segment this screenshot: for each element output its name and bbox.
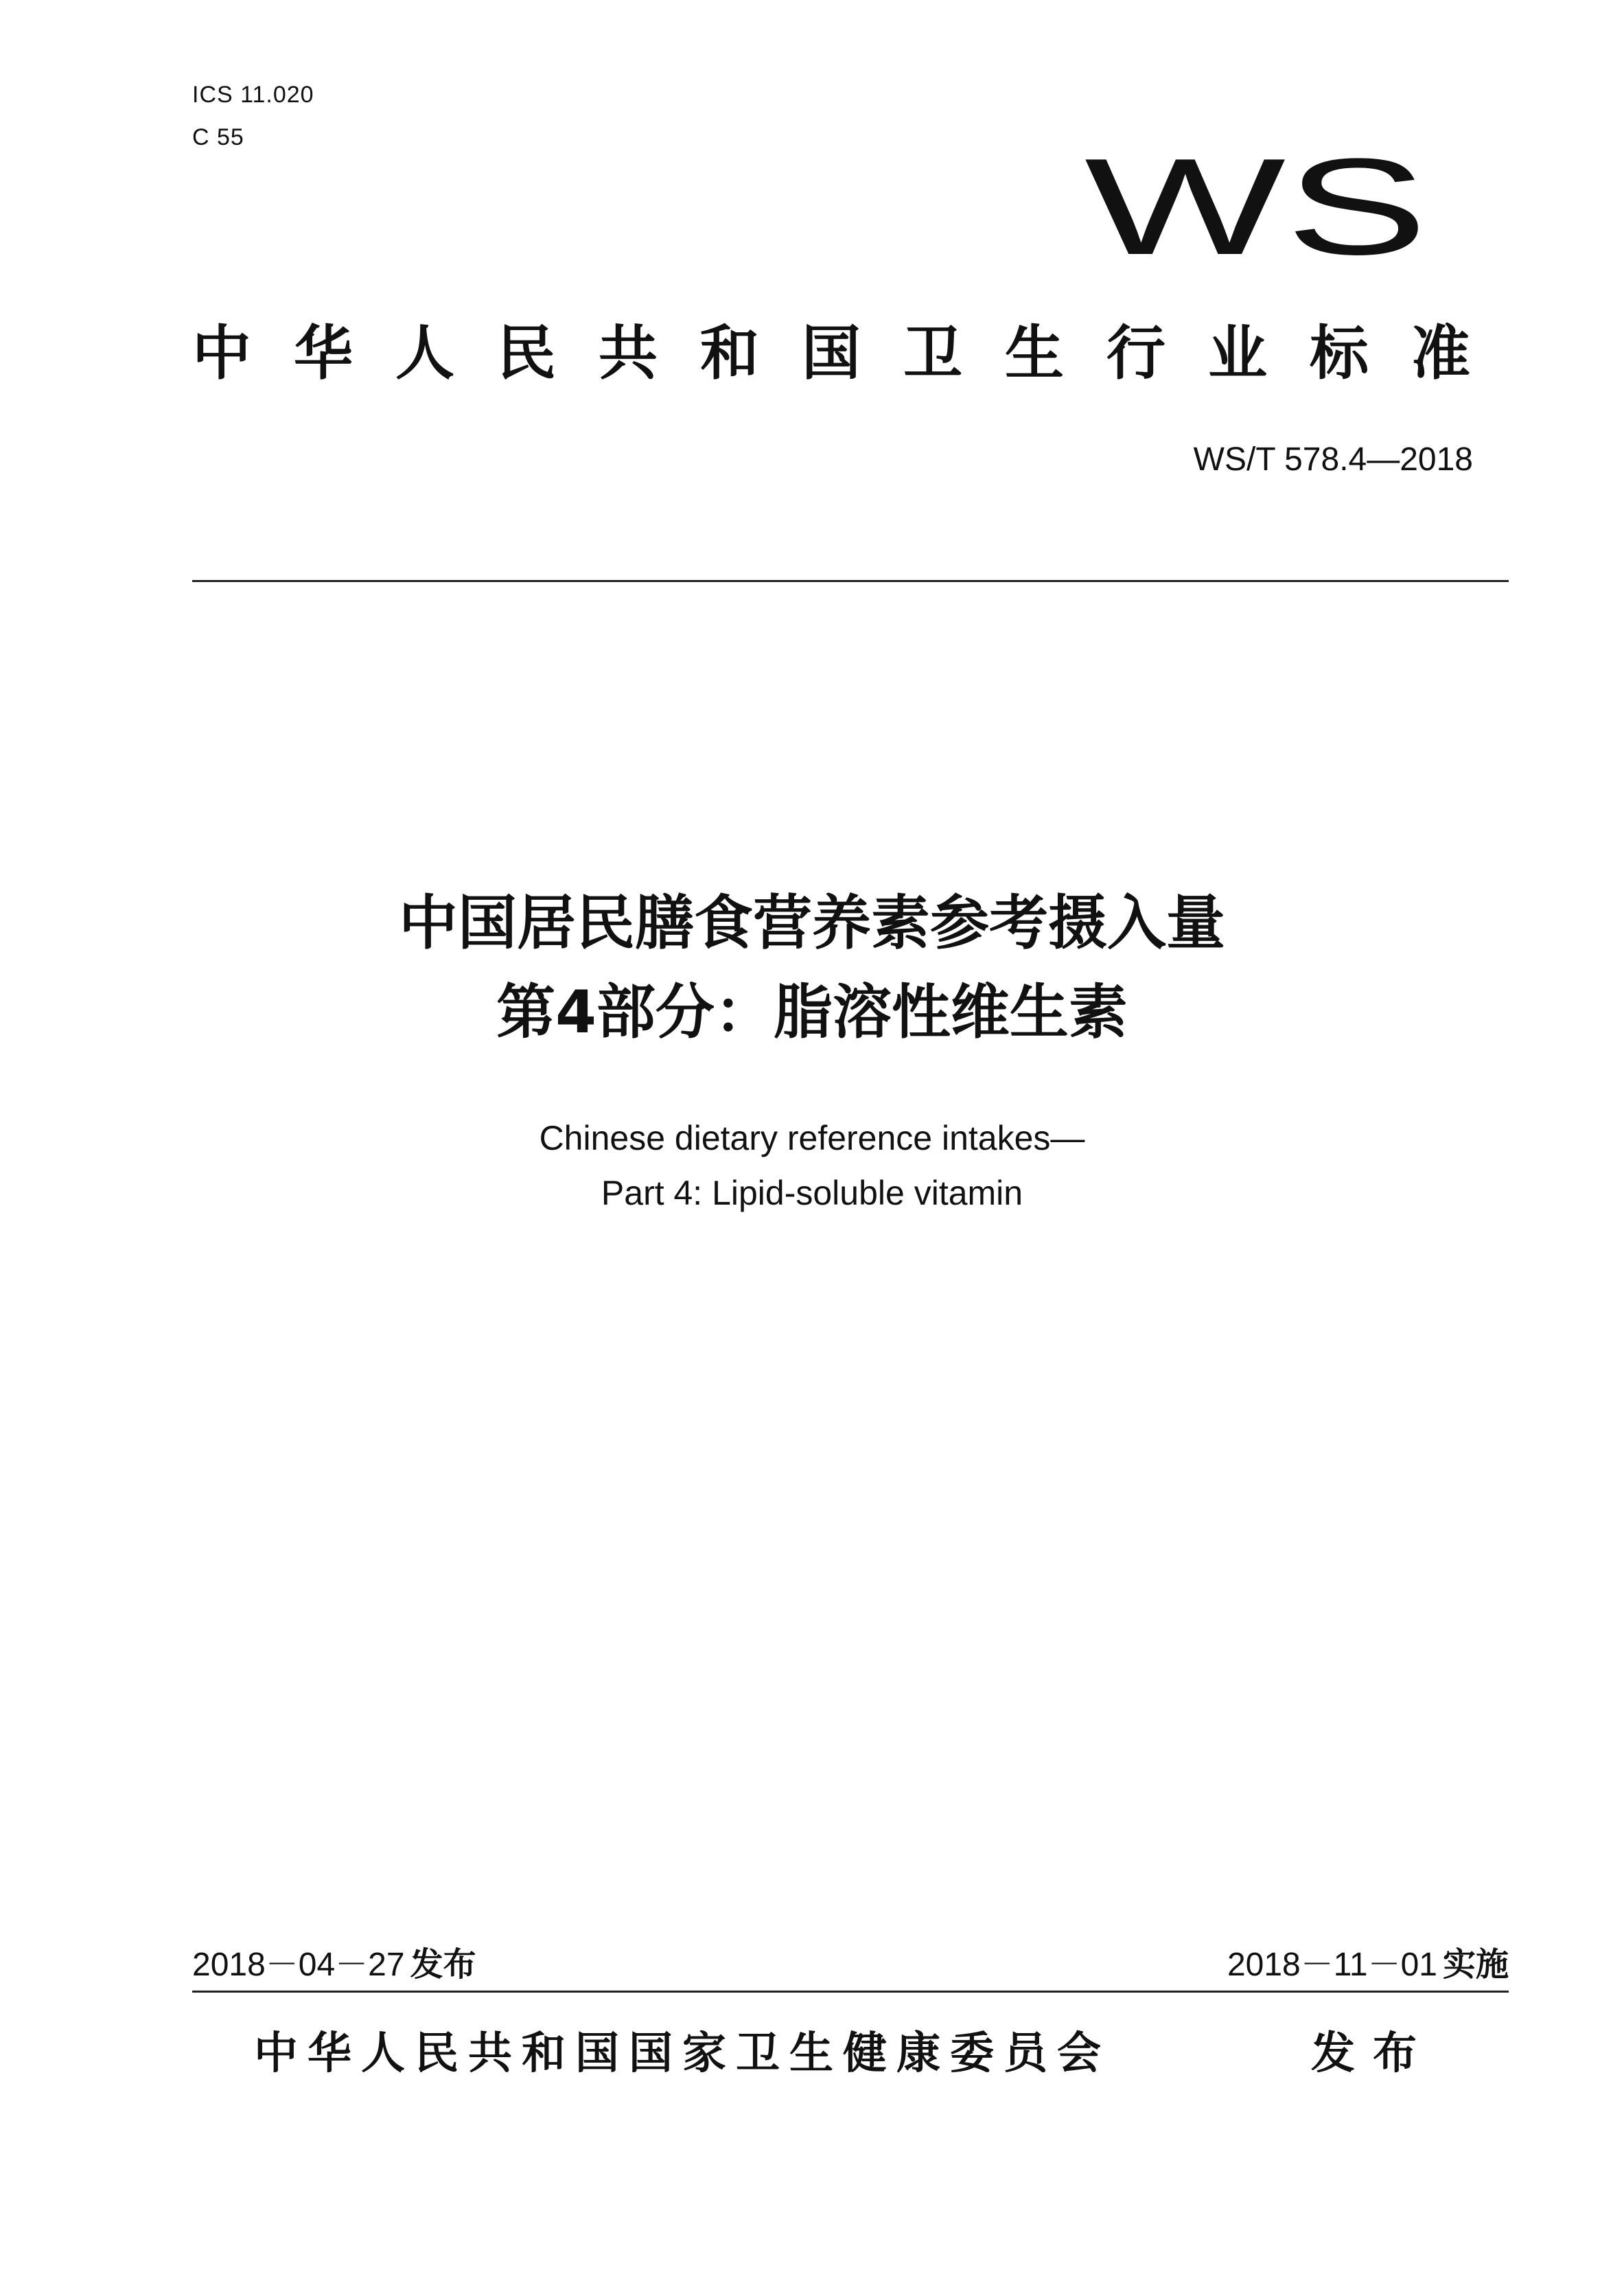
document-title-en-line2: Part 4: Lipid-soluble vitamin [601, 1174, 1023, 1212]
publisher-name: 中华人民共和国国家卫生健康委员会 [254, 2028, 1111, 2079]
effective-date-label: 实施 [1442, 1945, 1509, 1984]
footer-divider [192, 1991, 1509, 1993]
standard-category-title: 中华人民共和国卫生行业标准 [192, 319, 1513, 388]
header-divider [192, 580, 1509, 582]
document-title-zh-line2: 第4部分：脂溶性维生素 [496, 978, 1128, 1047]
effective-date [1227, 1944, 1509, 1986]
release-date [192, 1944, 476, 1986]
document-title-en-line1: Chinese dietary reference intakes— [539, 1119, 1085, 1157]
effective-date-value: 2018－11－01 [1227, 1947, 1437, 1983]
publish-label: 发布 [1311, 2028, 1435, 2079]
ws-logo-text: WS [1084, 137, 1428, 275]
release-date-label: 发布 [410, 1945, 476, 1984]
release-date-value: 2018－04－27 [192, 1947, 405, 1983]
document-title-zh-line1: 中国居民膳食营养素参考摄入量 [399, 889, 1225, 958]
ws-logo [1078, 137, 1435, 275]
ccs-code: C 55 [192, 124, 244, 150]
standard-number: WS/T 578.4—2018 [1193, 441, 1473, 478]
ics-code: ICS 11.020 [192, 82, 314, 108]
